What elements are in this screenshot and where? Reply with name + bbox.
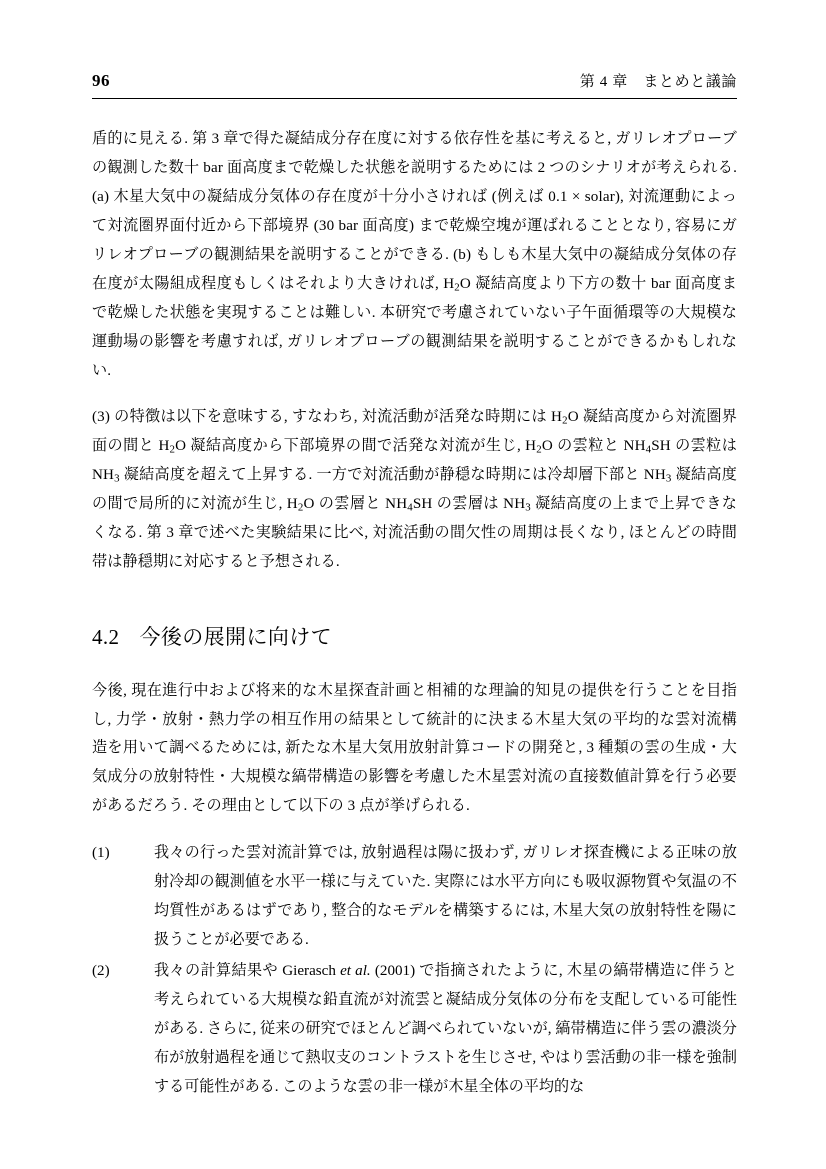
list-item xyxy=(92,957,737,1102)
chapter-title: 第 4 章 まとめと議論 xyxy=(579,74,737,90)
paragraph-feature3: (3) の特徴は以下を意味する, すなわち, 対流活動が活発な時期には $H_2O$ 凝結高度から対流圏界面の間と $H_2O$ 凝結高度から下部境界の間で活発な対流が生じ, $H_2O$ の雲粒と $NH_4SH$ の雲粒は $NH_3$ 凝結高度を超えて上昇する. 一方で対流活動が静穏な時期には冷却層下部と $NH_3$ 凝結高度の間で局所的に対流が生じ, $H_2O$ の雲層と $NH_4SH$ の雲層は $NH_3$ 凝結高度の上まで上昇できなくなる. 第 3 章で述べた実験結果に比べ, 対流活動の間欠性の周期は長くなり, ほとんどの時間帯は静穏期に対応すると予想される. xyxy=(92,408,737,570)
page-header xyxy=(92,70,737,99)
list-item xyxy=(92,839,737,955)
list-item-marker: (2) xyxy=(92,963,110,980)
list-item-text: 我々の行った雲対流計算では, 放射過程は陽に扱わず, ガリレオ探査機による正味の放射冷却の観測値を水平一様に与えていた. 実際には水平方向にも吸収源物質や気温の不均質性があるはずであり, 整合的なモデルを構築するには, 木星大気の放射特性を陽に扱うことが必要である. xyxy=(154,845,737,949)
section-title: 今後の展開に向けて xyxy=(139,624,333,649)
section-heading xyxy=(92,621,737,651)
paragraph-continuation: 盾的に見える. 第 3 章で得た凝結成分存在度に対する依存性を基に考えると, ガリレオプローブの観測した数十 bar 面高度まで乾燥した状態を説明するためには 2 つのシナリオが考えられる. (a) 木星大気中の凝結成分気体の存在度が十分小さければ (例えば 0.1 × solar), 対流運動によって対流圏界面付近から下部境界 (30 bar 面高度) まで乾燥空塊が運ばれることとなり, 容易にガリレオプローブの観測結果を説明することができる. (b) もしも木星大気中の凝結成分気体の存在度が太陽組成程度もしくはそれより大きければ, $H_2O$ 凝結高度より下方の数十 bar 面高度まで乾燥した状態を実現することは難しい. 本研究で考慮されていない子午面循環等の大規模な運動場の影響を考慮すれば, ガリレオプローブの観測結果を説明することができるかもしれない. xyxy=(92,131,737,379)
list-item-text: 我々の計算結果や Gierasch et al. (2001) で指摘されたように, 木星の縞帯構造に伴うと考えられている大規模な鉛直流が対流雲と凝結成分気体の分布を支配している可能性がある. さらに, 従来の研究でほとんど調べられていないが, 縞帯構造に伴う雲の濃淡分布が放射過程を通じて熱収支のコントラストを生じさせ, やはり雲活動の非一様を強制する可能性がある. このような雲の非一様が木星全体の平均的な xyxy=(154,963,738,1096)
section-number: 4.2 xyxy=(92,624,120,649)
page-content xyxy=(92,70,737,1104)
list-item-marker: (1) xyxy=(92,845,110,862)
numbered-list xyxy=(92,839,737,1102)
page-number: 96 xyxy=(92,71,110,90)
paragraph-future-work: 今後, 現在進行中および将来的な木星探査計画と相補的な理論的知見の提供を行うことを目指し, 力学・放射・熱力学の相互作用の結果として統計的に決まる木星大気の平均的な雲対流構造を用いて調べるためには, 新たな木星大気用放射計算コードの開発と, 3 種類の雲の生成・大気成分の放射特性・大規模な縞帯構造の影響を考慮した木星雲対流の直接数値計算を行う必要があるだろう. その理由として以下の 3 点が挙げられる. xyxy=(92,682,737,815)
